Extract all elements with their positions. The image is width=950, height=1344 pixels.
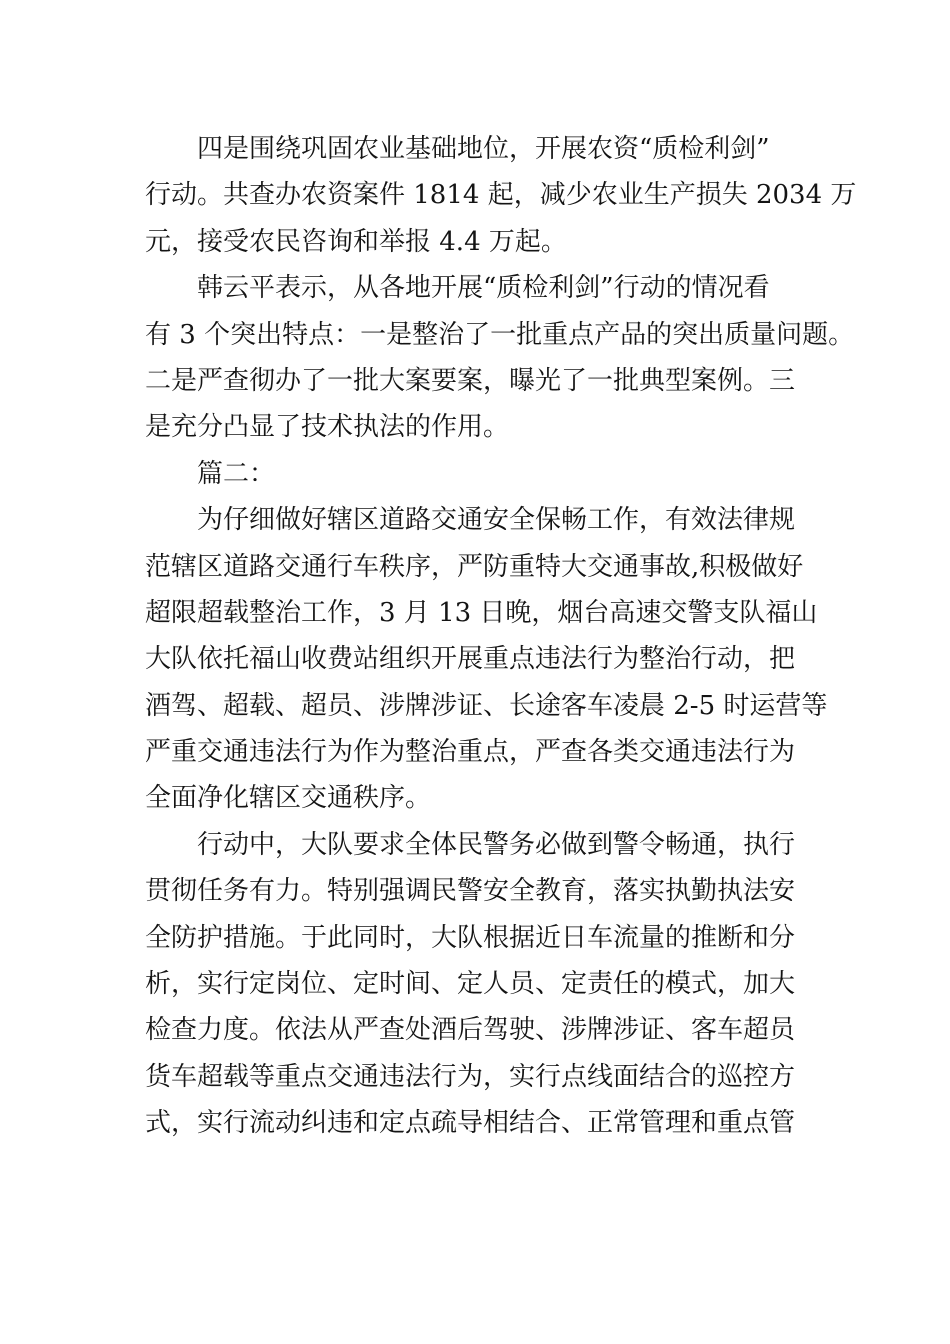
text-line: 贯彻任务有力。特别强调民警安全教育，落实执勤执法安 xyxy=(145,876,796,907)
text-line: 是充分凸显了技术执法的作用。 xyxy=(145,412,510,443)
text-line: 全防护措施。于此同时，大队根据近日车流量的推断和分 xyxy=(145,922,796,953)
text-line: 析，实行定岗位、定时间、定人员、定责任的模式，加大 xyxy=(145,969,796,1000)
text-line: 式，实行流动纠违和定点疏导相结合、正常管理和重点管 xyxy=(145,1108,796,1139)
document-body xyxy=(145,126,857,1147)
text-line: 超限超载整治工作，3 月 13 日晚，烟台高速交警支队福山 xyxy=(145,597,818,628)
text-line: 韩云平表示，从各地开展“质检利剑”行动的情况看 xyxy=(197,273,770,304)
text-line: 元，接受农民咨询和举报 4.4 万起。 xyxy=(145,226,567,257)
text-line: 二是严查彻办了一批大案要案，曝光了一批典型案例。三 xyxy=(145,365,796,396)
text-line: 行动中，大队要求全体民警务必做到警令畅通，执行 xyxy=(197,829,796,860)
text-line: 严重交通违法行为作为整治重点，严查各类交通违法行为 xyxy=(145,737,796,768)
text-line: 有 3 个突出特点：一是整治了一批重点产品的突出质量问题。 xyxy=(145,319,855,350)
text-line: 为仔细做好辖区道路交通安全保畅工作，有效法律规 xyxy=(197,505,796,536)
text-line: 四是围绕巩固农业基础地位，开展农资“质检利剑” xyxy=(197,134,770,164)
text-line: 检查力度。依法从严查处酒后驾驶、涉牌涉证、客车超员 xyxy=(145,1015,796,1046)
text-line: 范辖区道路交通行车秩序，严防重特大交通事故,积极做好 xyxy=(145,551,804,582)
text-line: 酒驾、超载、超员、涉牌涉证、长途客车凌晨 2-5 时运营等 xyxy=(145,690,828,721)
text-line: 货车超载等重点交通违法行为，实行点线面结合的巡控方 xyxy=(145,1061,796,1092)
text-line: 大队依托福山收费站组织开展重点违法行为整治行动，把 xyxy=(145,644,796,675)
section-heading: 篇二： xyxy=(197,458,276,489)
text-line: 行动。共查办农资案件 1814 起，减少农业生产损失 2034 万 xyxy=(145,180,857,211)
text-line: 全面净化辖区交通秩序。 xyxy=(145,783,432,814)
